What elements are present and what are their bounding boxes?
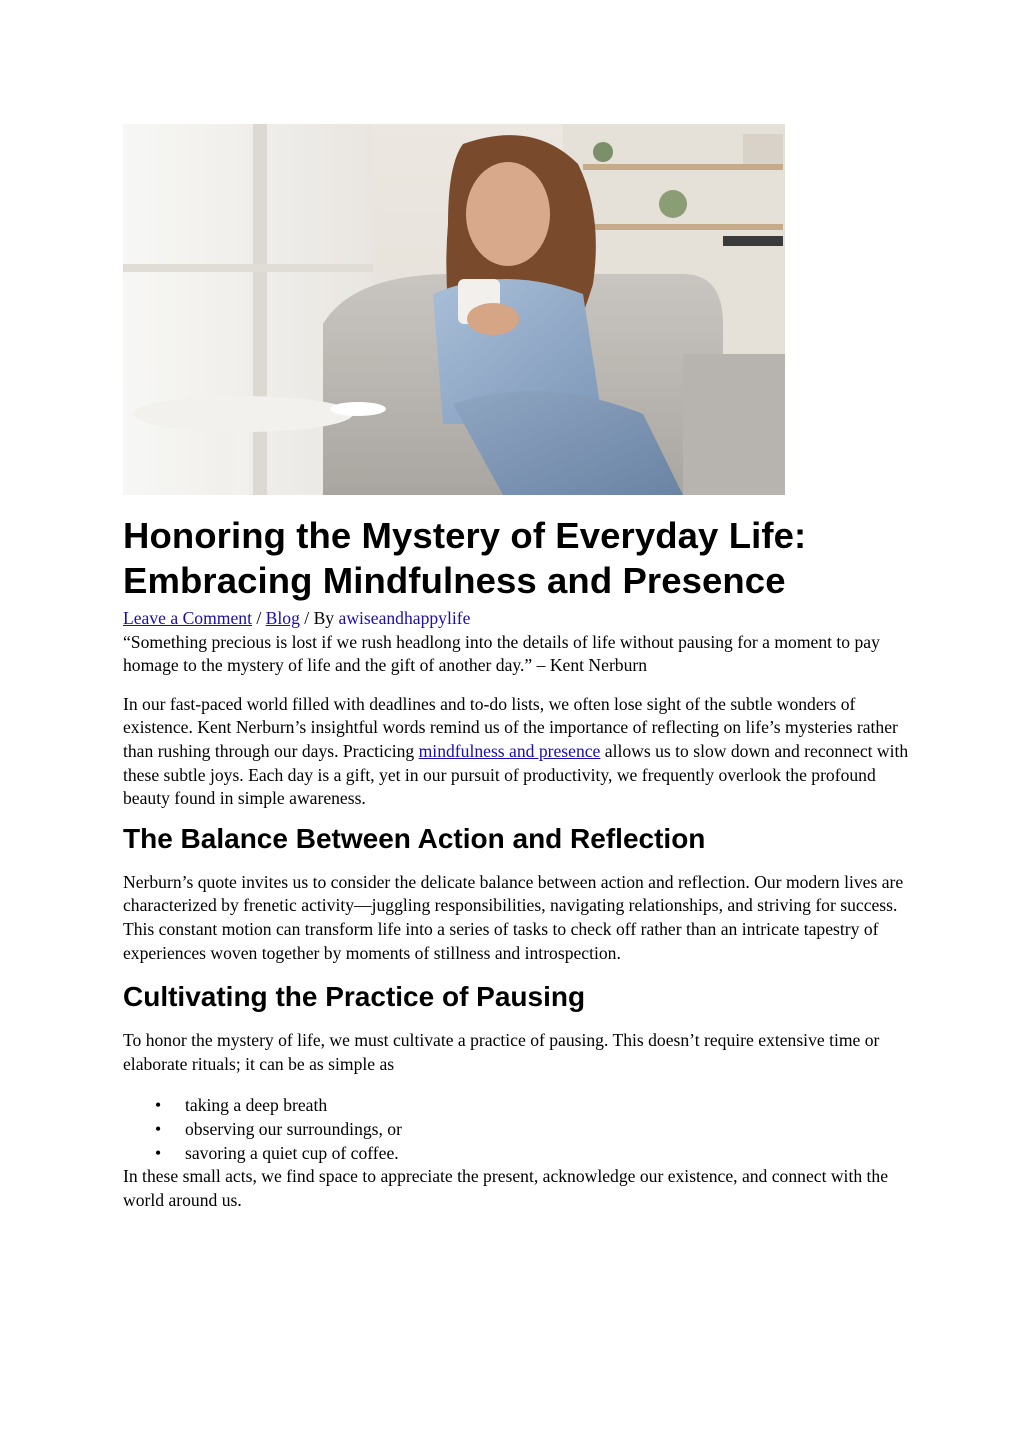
article-title: Honoring the Mystery of Everyday Life: Embracing Mindfulness and Presence	[123, 515, 807, 601]
meta-by: / By	[299, 608, 339, 628]
intro-text-after: allows us to slow down and reconnect with these subtle joys. Each day is a gift, yet in our pursuit of productivity, we frequently overlook the profound beauty found in simple awareness.	[123, 740, 909, 809]
list-item	[155, 1118, 913, 1142]
list-item	[155, 1094, 913, 1118]
hero-image	[123, 124, 785, 495]
closing-paragraph: In these small acts, we find space to appreciate the present, acknowledge our existence, and connect with the world around us.	[123, 1166, 889, 1210]
meta-separator: /	[251, 608, 266, 628]
category-link[interactable]: Blog	[265, 608, 300, 628]
author-link[interactable]: awiseandhappylife	[338, 608, 471, 628]
bullet-icon: •	[155, 1142, 162, 1163]
intro-text-before: In our fast-paced world filled with deadlines and to-do lists, we often lose sight of the subtle wonders of existence. Kent Nerburn’s insightful words remind us of the importance of reflecting on life’s mysteries rather than rushing through our days. Practicing	[123, 693, 898, 761]
list-item-text: taking a deep breath	[185, 1095, 328, 1116]
section-body-pausing: To honor the mystery of life, we must cultivate a practice of pausing. This doesn’t require extensive time or elaborate rituals; it can be as simple as	[123, 1030, 880, 1074]
bullet-icon: •	[155, 1118, 162, 1139]
article-content	[123, 513, 913, 1212]
section-body-balance: Nerburn’s quote invites us to consider the delicate balance between action and reflection. Our modern lives are characterized by frenetic activity—juggling responsibilities, navigating relationships, and striving for success. This constant motion can transform life into a series of tasks to check off rather than an intricate tapestry of experiences woven together by moments of stillness and introspection.	[123, 871, 904, 963]
list-item	[155, 1142, 913, 1166]
list-item-text: observing our surroundings, or	[185, 1118, 402, 1139]
pausing-list	[123, 1094, 913, 1165]
opening-quote: “Something precious is lost if we rush headlong into the details of life without pausing for a moment to pay homage to the mystery of life and the gift of another day.” – Kent Nerburn	[123, 631, 880, 676]
section-heading-pausing: Cultivating the Practice of Pausing	[123, 981, 586, 1013]
bullet-icon: •	[155, 1095, 162, 1116]
section-heading-balance: The Balance Between Action and Reflection	[123, 822, 706, 854]
list-item-text: savoring a quiet cup of coffee.	[185, 1142, 399, 1163]
mindfulness-link[interactable]: mindfulness and presence	[418, 740, 601, 761]
leave-comment-link[interactable]: Leave a Comment	[123, 608, 252, 628]
article-meta	[123, 607, 913, 631]
intro-paragraph	[123, 693, 913, 811]
